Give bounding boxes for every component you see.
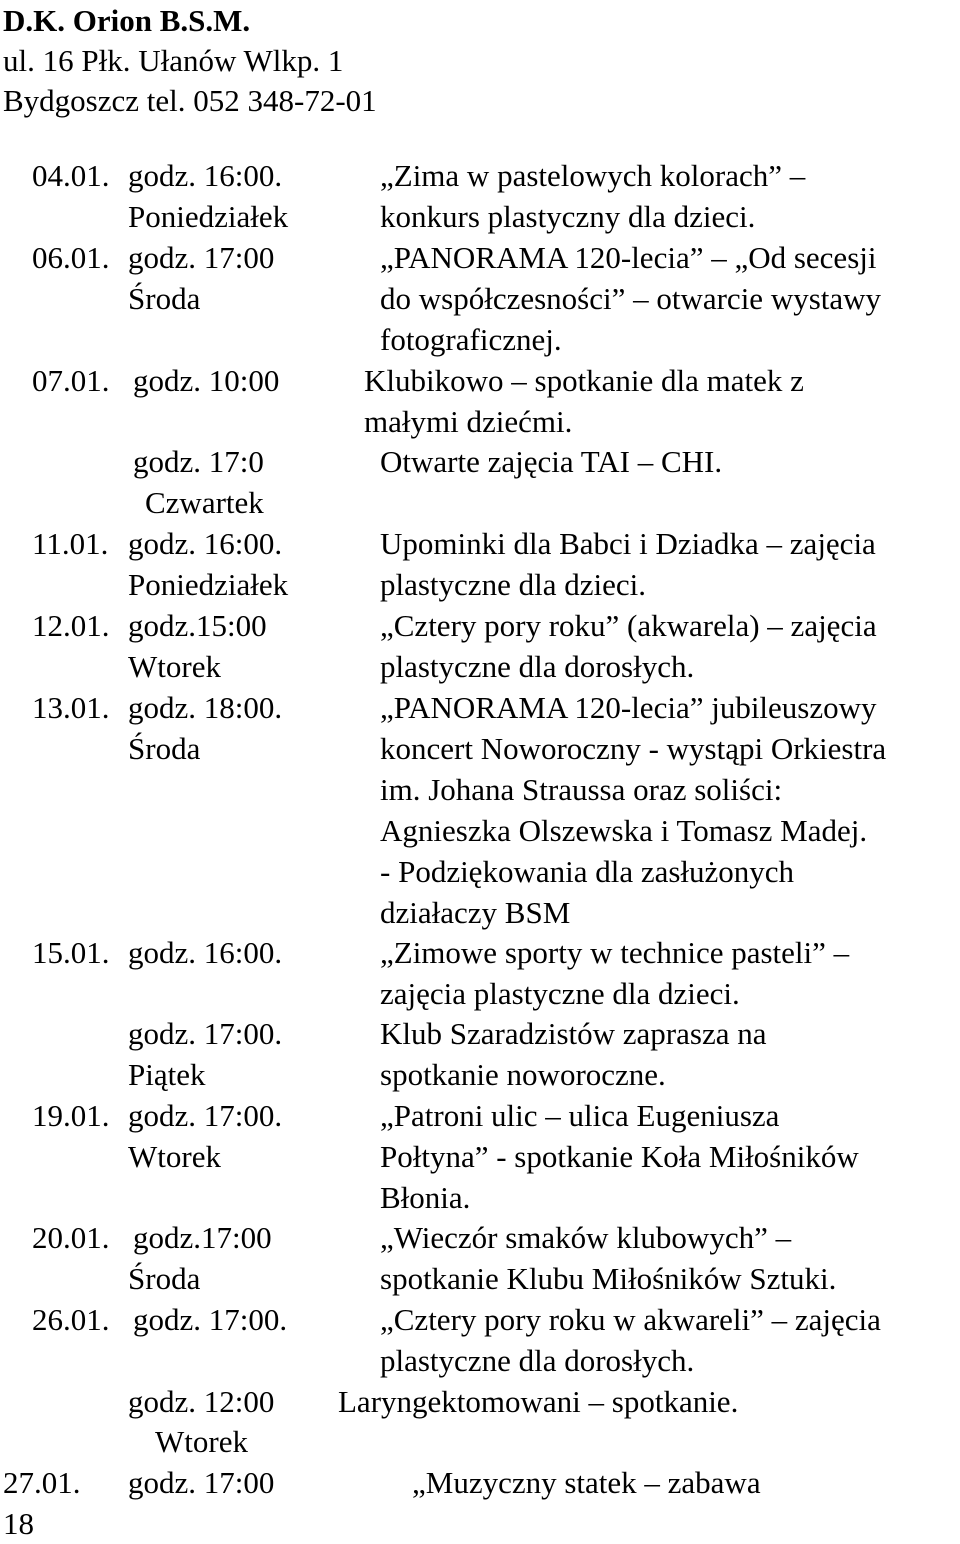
event-day: Wtorek (155, 1424, 248, 1459)
event-date: 15.01. (32, 935, 110, 970)
event-description: im. Johana Straussa oraz soliści: (380, 772, 783, 807)
event-description: „Zimowe sporty w technice pasteli” – (380, 935, 850, 970)
event-time: godz. 17:00 (128, 240, 275, 275)
event-description: Klubikowo – spotkanie dla matek z (364, 363, 804, 398)
event-time: godz. 17:00. (133, 1302, 288, 1337)
event-time: godz. 17:00 (128, 1465, 275, 1500)
event-date: 26.01. (32, 1302, 110, 1337)
event-day: Środa (128, 1261, 201, 1296)
event-description: fotograficznej. (380, 322, 562, 357)
event-time: godz. 17:00. (128, 1016, 283, 1051)
event-time: godz.17:00 (133, 1220, 272, 1255)
event-date: 06.01. (32, 240, 110, 275)
event-description: „Muzyczny statek – zabawa (412, 1465, 761, 1500)
venue-address: ul. 16 Płk. Ułanów Wlkp. 1 (3, 43, 344, 78)
event-day: Piątek (128, 1057, 206, 1092)
event-day: Wtorek (128, 1139, 221, 1174)
event-description: Upominki dla Babci i Dziadka – zajęcia (380, 526, 876, 561)
event-date: 27.01. (3, 1465, 81, 1500)
event-description: Błonia. (380, 1180, 471, 1215)
event-date: 04.01. (32, 158, 110, 193)
event-description: plastyczne dla dzieci. (380, 567, 646, 602)
event-day: Poniedziałek (128, 199, 289, 234)
event-time: godz. 16:00. (128, 935, 283, 970)
event-description: Klub Szaradzistów zaprasza na (380, 1016, 767, 1051)
event-description: spotkanie noworoczne. (380, 1057, 666, 1092)
event-date: 12.01. (32, 608, 110, 643)
event-description: „Cztery pory roku w akwareli” – zajęcia (380, 1302, 881, 1337)
event-description: spotkanie Klubu Miłośników Sztuki. (380, 1261, 837, 1296)
event-day: Środa (128, 731, 201, 766)
event-description: konkurs plastyczny dla dzieci. (380, 199, 756, 234)
venue-city-phone: Bydgoszcz tel. 052 348-72-01 (3, 83, 377, 118)
event-description: „Zima w pastelowych kolorach” – (380, 158, 806, 193)
event-description: „PANORAMA 120-lecia” jubileuszowy (380, 690, 877, 725)
event-description: Połtyna” - spotkanie Koła Miłośników (380, 1139, 859, 1174)
event-description: Otwarte zajęcia TAI – CHI. (380, 444, 723, 479)
event-time: godz. 16:00. (128, 158, 283, 193)
event-time: godz. 17:00. (128, 1098, 283, 1133)
event-date: 11.01. (32, 526, 109, 561)
event-day: Poniedziałek (128, 567, 289, 602)
event-description: działaczy BSM (380, 895, 571, 930)
event-description: koncert Noworoczny - wystąpi Orkiestra (380, 731, 887, 766)
event-time: godz. 17:0 (133, 444, 264, 479)
event-description: Agnieszka Olszewska i Tomasz Madej. (380, 813, 868, 848)
event-description: do współczesności” – otwarcie wystawy (380, 281, 882, 316)
event-description: Laryngektomowani – spotkanie. (338, 1384, 739, 1419)
event-date: 19.01. (32, 1098, 110, 1133)
event-description: „Wieczór smaków klubowych” – (380, 1220, 792, 1255)
event-description: małymi dziećmi. (364, 404, 573, 439)
event-time: godz.15:00 (128, 608, 267, 643)
event-day: Wtorek (128, 649, 221, 684)
event-day: Czwartek (145, 485, 264, 520)
event-description: plastyczne dla dorosłych. (380, 649, 695, 684)
event-description: plastyczne dla dorosłych. (380, 1343, 695, 1378)
event-description: „Patroni ulic – ulica Eugeniusza (380, 1098, 780, 1133)
event-time: godz. 16:00. (128, 526, 283, 561)
event-description: „Cztery pory roku” (akwarela) – zajęcia (380, 608, 877, 643)
event-description: „PANORAMA 120-lecia” – „Od secesji (380, 240, 877, 275)
event-description: - Podziękowania dla zasłużonych (380, 854, 795, 889)
event-date: 13.01. (32, 690, 110, 725)
event-date: 07.01. (32, 363, 110, 398)
event-time: godz. 18:00. (128, 690, 283, 725)
event-time: godz. 10:00 (133, 363, 280, 398)
event-description: zajęcia plastyczne dla dzieci. (380, 976, 740, 1011)
venue-name: D.K. Orion B.S.M. (3, 3, 251, 38)
page-number: 18 (3, 1506, 34, 1541)
event-day: Środa (128, 281, 201, 316)
event-date: 20.01. (32, 1220, 110, 1255)
event-time: godz. 12:00 (128, 1384, 275, 1419)
